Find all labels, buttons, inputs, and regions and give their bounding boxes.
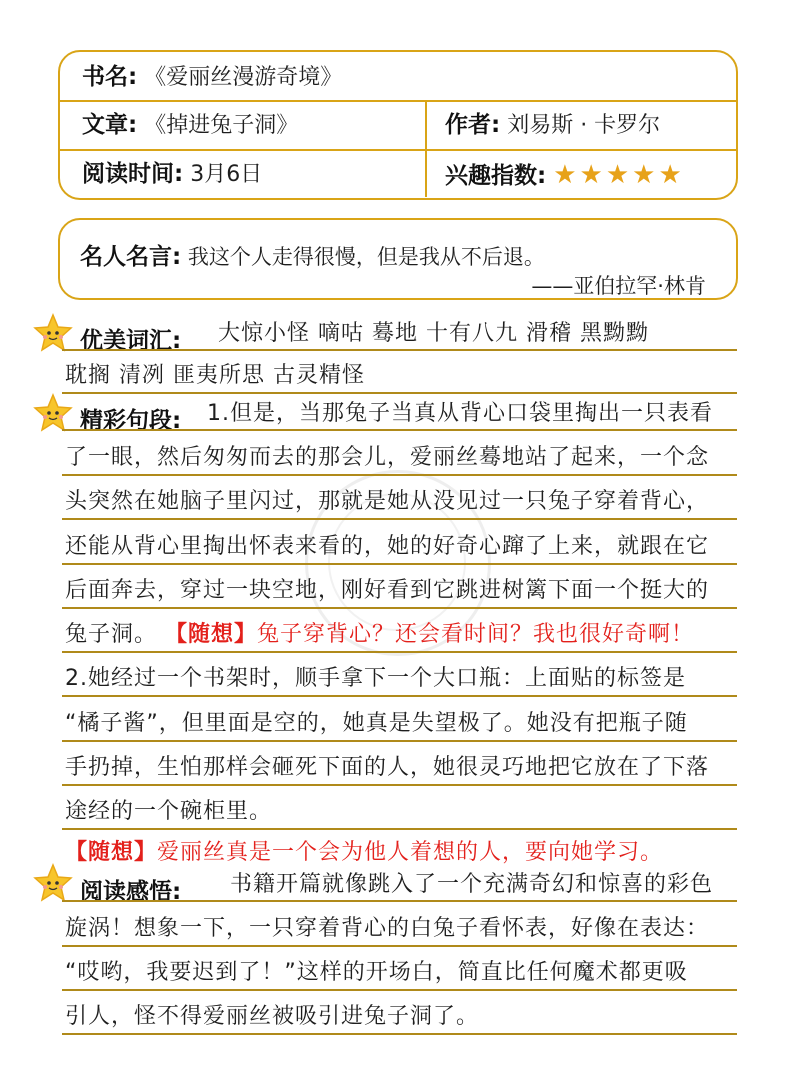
note-tag: 【随想】: [165, 622, 258, 647]
passage1-line-6: [65, 624, 735, 646]
ruled-line: [62, 695, 737, 697]
reflection-line-3: “哎哟，我要迟到了！”这样的开场白，简直比任何魔术都更吸: [65, 960, 688, 985]
vocab-line-1: 大惊小怪 嘀咕 蓦地 十有八九 滑稽 黑黝黝: [218, 321, 649, 346]
passage1-line-4: 还能从背心里掏出怀表来看的，她的好奇心蹿了上来，就跟在它: [65, 534, 710, 559]
article-row: [82, 114, 298, 137]
rating-star-icon: ★: [658, 160, 682, 190]
interest-row: [445, 162, 685, 188]
book-title-row: [82, 66, 342, 89]
quote-text: 我这个人走得很慢，但是我从不后退。: [187, 245, 545, 269]
rating-star-icon: ★: [632, 160, 656, 190]
star-face-icon: [33, 313, 73, 353]
passage1-line-3: 头突然在她脑子里闪过，那就是她从没见过一只兔子穿着背心，: [65, 489, 710, 514]
interest-rating: [553, 160, 685, 190]
reading-date-row: [82, 163, 262, 186]
quote-attribution: ——亚伯拉罕·林肯: [531, 274, 706, 298]
book-info-card: [58, 50, 738, 200]
passage1-line-1: 1.但是，当那兔子当真从背心口袋里掏出一只表看: [207, 401, 713, 426]
passage2-line-2: “橘子酱”，但里面是空的，她真是失望极了。她没有把瓶子随: [65, 711, 688, 736]
book-label: 书名:: [82, 64, 138, 90]
ruled-line: [62, 828, 737, 830]
note-text: 爱丽丝真是一个会为他人着想的人，要向她学习。: [157, 840, 664, 865]
passage2-line-4: 途经的一个碗柜里。: [65, 799, 273, 824]
ruled-line: [62, 1033, 737, 1035]
famous-quote-card: [58, 218, 738, 300]
star-face-icon: [33, 863, 73, 903]
article-label: 文章:: [82, 112, 138, 138]
vocab-line-2: 耽搁 清冽 匪夷所思 古灵精怪: [65, 363, 365, 388]
ruled-line: [62, 429, 737, 431]
rating-star-icon: ★: [553, 160, 577, 190]
quote-label: 名人名言:: [80, 244, 182, 270]
passage1-line-6-text: 兔子洞。: [65, 622, 158, 647]
ruled-line: [62, 989, 737, 991]
date-label: 阅读时间:: [82, 161, 184, 187]
passage1-line-5: 后面奔去，穿过一块空地，刚好看到它跳进树篱下面一个挺大的: [65, 578, 710, 603]
interest-label: 兴趣指数:: [445, 163, 547, 189]
ruled-line: [62, 474, 737, 476]
note-text: 兔子穿背心？还会看时间？我也很好奇啊！: [257, 622, 695, 647]
rating-star-icon: ★: [605, 160, 630, 190]
date-value: 3月6日: [190, 162, 263, 187]
ruled-line: [62, 900, 737, 902]
passage1-line-2: 了一眼，然后匆匆而去的那会儿，爱丽丝蓦地站了起来，一个念: [65, 445, 710, 470]
passage2-line-1: 2.她经过一个书架时，顺手拿下一个大口瓶：上面贴的标签是: [65, 666, 686, 691]
passage2-note: [65, 842, 735, 864]
reflection-line-4: 引人，怪不得爱丽丝被吸引进兔子洞了。: [65, 1004, 480, 1029]
reflection-heading: 阅读感悟:: [80, 879, 182, 905]
ruled-line: [62, 945, 737, 947]
reflection-line-1: 书籍开篇就像跳入了一个充满奇幻和惊喜的彩色: [230, 872, 714, 897]
ruled-line: [62, 607, 737, 609]
vocab-heading: 优美词汇:: [80, 328, 182, 354]
ruled-line: [62, 392, 737, 394]
ruled-line: [62, 518, 737, 520]
author-value: 刘易斯 · 卡罗尔: [507, 113, 661, 138]
book-value: 《爱丽丝漫游奇境》: [144, 65, 343, 90]
ruled-line: [62, 651, 737, 653]
rating-star-icon: ★: [579, 160, 603, 190]
article-value: 《掉进兔子洞》: [144, 113, 299, 138]
note-tag: 【随想】: [65, 840, 158, 865]
author-row: [445, 114, 660, 137]
ruled-line: [62, 563, 737, 565]
passages-heading: 精彩句段:: [80, 408, 182, 434]
quote-line: [80, 238, 545, 271]
author-label: 作者:: [445, 112, 501, 138]
passage2-line-3: 手扔掉，生怕那样会砸死下面的人，她很灵巧地把它放在了下落: [65, 755, 710, 780]
ruled-line: [62, 784, 737, 786]
reflection-line-2: 旋涡！想象一下，一只穿着背心的白兔子看怀表，好像在表达：: [65, 916, 710, 941]
star-face-icon: [33, 393, 73, 433]
ruled-line: [62, 740, 737, 742]
ruled-line: [62, 349, 737, 351]
